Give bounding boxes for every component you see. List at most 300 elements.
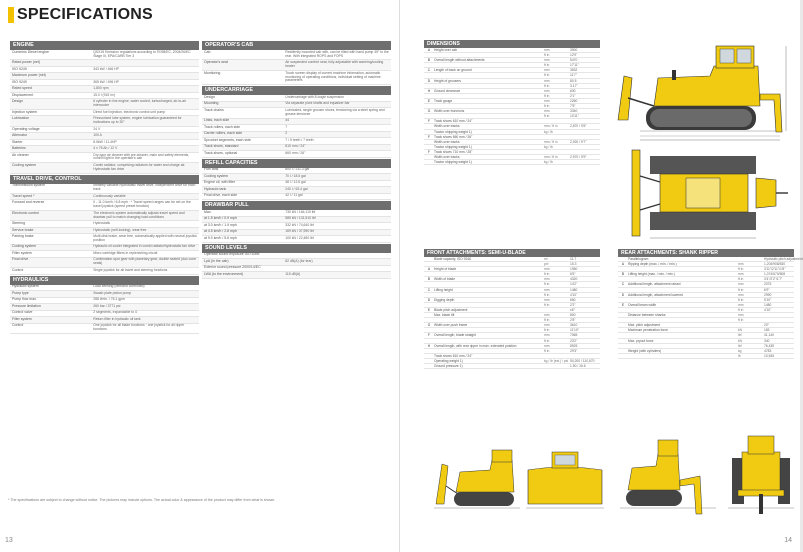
spec-label: Cooling system (12, 162, 36, 167)
dimension-value: 1950 (570, 267, 578, 272)
dimension-letter (424, 63, 434, 67)
dimension-label: Tractor shipping weight 1) (434, 144, 472, 149)
spec-rows (202, 253, 391, 279)
spec-label: at 4.5 km/h / 2.8 mph (204, 229, 237, 234)
dimension-unit: mm (544, 333, 550, 338)
dimension-label: Width over tracks (434, 154, 460, 159)
dimension-unit: ft in (544, 63, 550, 68)
dimension-letter (424, 364, 434, 368)
spec-value: Hydrostatic (self-locking), wear free (93, 227, 147, 232)
dimension-letter: A (427, 267, 431, 272)
dimension-value (764, 318, 794, 322)
dimension-unit: mm (544, 68, 550, 73)
section-header: DRAWBAR PULL (202, 201, 391, 210)
spec-value: Touch screen display of current machine information, automatic monitoring of operating conditions, individual setting of machine parameters (285, 70, 381, 83)
spec-label: Batteries (12, 146, 26, 151)
spec-value: Via separate pivot shafts and equalizer bar (285, 101, 350, 106)
dimension-letter (618, 288, 628, 292)
dimension-unit: kg / lb (544, 144, 553, 149)
dimension-label: Max. blade tilt (434, 313, 455, 318)
dimension-value: 800 (570, 313, 576, 318)
spec-value: 800 l / 211.3 gal (285, 167, 310, 172)
dimension-label: Width over tracks (434, 139, 460, 144)
spec-label: Electronic control (12, 210, 39, 215)
spec-value: Load sensing (demand controlled) (93, 284, 145, 289)
dimension-label (434, 63, 544, 67)
spec-value: Infinitely variable hydrostatic travel drive, independent drive for each track (93, 183, 196, 192)
dimension-value: 2075 (764, 282, 772, 287)
dimension-letter (424, 313, 434, 317)
spec-value: 660 mm / 26" (285, 150, 306, 155)
spec-value: Hydrostatic (93, 221, 111, 226)
dimension-unit: ft in (544, 104, 550, 109)
spec-label: at 9.0 km/h / 5.6 mph (204, 235, 237, 240)
dimension-unit: ft in (738, 287, 744, 292)
dimension-letter: E (427, 307, 431, 312)
dimension-unit: mm (544, 277, 550, 282)
spec-label: Cooling system (204, 173, 228, 178)
dimension-label: Weight (with cylinders) (628, 348, 662, 353)
spec-label: Operator sound exposure ISO 6396 (204, 252, 260, 257)
dimension-value: 650 (570, 297, 576, 302)
spec-value: Return filter in hydraulic oil tank (93, 316, 141, 321)
spec-rows (202, 210, 391, 243)
dimension-unit: ft in (544, 73, 550, 78)
spec-value: 6 cylinder in line engine, water cooled, turbocharged, air-to-air intercooler (93, 99, 187, 108)
dimension-letter (424, 349, 434, 353)
dimension-label (434, 272, 544, 276)
dimension-unit: ft in (738, 277, 744, 282)
dimension-value: 15.3 (570, 262, 577, 267)
dimension-value: 3'11"/2'11"/1'8" (764, 267, 786, 272)
spec-value: 15.0 l (915 in³) (93, 92, 116, 97)
dimension-unit: mm (544, 48, 550, 52)
dimension-letter: H (427, 88, 431, 93)
dimension-value: 340 (764, 338, 770, 343)
dimension-unit: mm (544, 78, 550, 83)
dimension-label (434, 318, 544, 322)
dimension-value: 2,970 / 9'9" (570, 154, 587, 159)
dimension-letter (424, 318, 434, 322)
spec-value: 24 V (93, 126, 101, 131)
section-header: FRONT ATTACHMENTS: SEMI-U-BLADE (424, 249, 600, 257)
spec-label: Control (12, 267, 24, 272)
spec-row (202, 194, 391, 201)
dimension-unit (544, 119, 570, 123)
dimension-unit (738, 257, 764, 261)
dimension-label: Operating weight 1) (434, 358, 463, 363)
dimension-label: Lifting height (434, 287, 453, 292)
spec-label: ISO 9249 (12, 79, 27, 84)
dimension-letter (424, 282, 434, 286)
dimension-value: 630 (570, 88, 576, 93)
dimension-letter (618, 344, 628, 348)
spec-label: Hydraulic tank (204, 186, 227, 191)
dimension-letter: C (621, 282, 625, 287)
dimension-letter (424, 94, 434, 98)
dimension-label: Height of blade (434, 267, 457, 272)
dimension-value: 5470 (570, 58, 578, 63)
spec-label: Filter system (12, 250, 32, 255)
dimension-row (618, 354, 794, 359)
dimension-label (434, 349, 544, 353)
spec-row (10, 116, 199, 126)
section-header: REAR ATTACHMENTS: SHANK RIPPER (618, 249, 794, 257)
dimension-unit (544, 135, 570, 139)
dimension-unit: kN (738, 328, 743, 333)
dimension-letter (424, 160, 434, 164)
spec-value: 7 / 5 teeth / 7 teeth (285, 137, 314, 142)
dimension-value: 2'2" (570, 302, 576, 307)
spec-row (202, 50, 391, 60)
dimension-letter (424, 257, 434, 261)
spec-value: 169 kN / 37,990 lbf (285, 229, 314, 234)
dimension-unit: ft in (738, 267, 744, 272)
spec-label: Forward and reverse (12, 200, 45, 205)
dimension-letter (618, 354, 628, 358)
dimension-unit: ft in (544, 83, 550, 88)
page-number-left: 13 (5, 537, 13, 544)
spec-label: Filter system (12, 316, 32, 321)
dimension-unit (544, 354, 570, 358)
section-header: ENGINE (10, 41, 199, 50)
rear-ripper-rear-drawing (726, 428, 796, 518)
dimension-value: 2260 (570, 98, 578, 103)
dimension-label (434, 73, 544, 77)
dimension-unit: mm (738, 272, 744, 277)
spec-label: Rated power (net) (12, 60, 41, 65)
spec-label: Mounting (204, 101, 219, 106)
spec-label: Exterior sound pressure 2000/14/EC (204, 265, 261, 270)
dimension-unit: ft in (544, 348, 550, 353)
spec-rows (202, 168, 391, 201)
spec-row (10, 211, 199, 221)
spec-label: Carrier rollers, each side (204, 131, 243, 136)
spec-label: Cooling system (12, 244, 36, 249)
dimension-unit: kg / lb (544, 160, 553, 165)
dimension-label: Track shoes 610 mm / 24" (434, 353, 473, 358)
dimension-label: Track shoes 660 mm / 26" (434, 134, 473, 139)
spec-row (202, 272, 391, 279)
dimension-label: Overall length without attachments (434, 58, 485, 63)
dimension-label (628, 318, 738, 322)
rear-attachments-table (618, 249, 803, 424)
dimension-label: Blade capacity, ISO 9246 (434, 257, 471, 261)
dimension-value: 29'3" (570, 348, 578, 353)
spec-rows (10, 50, 199, 174)
spec-value: 240 l / 63.4 gal (285, 186, 308, 191)
spec-label: Cummins Diesel engine (12, 49, 49, 54)
spec-label: Track chains (204, 107, 224, 112)
dimension-letter: C (427, 68, 431, 73)
dimension-letter (618, 339, 628, 343)
dozer-side-view-drawing (610, 36, 798, 144)
spec-label: Alternator (12, 133, 28, 138)
dimension-value (570, 145, 600, 149)
spec-row (10, 200, 199, 210)
spec-label: Control (12, 323, 24, 328)
spec-row (202, 151, 391, 158)
dimension-unit: lbf (738, 333, 742, 338)
spec-value: 100 A (93, 133, 102, 138)
dimension-value (570, 160, 600, 164)
dimension-letter (424, 272, 434, 276)
spec-row (10, 324, 199, 334)
spec-label: Final drive (12, 257, 29, 262)
dimension-unit: mm (738, 292, 744, 297)
dimension-value (764, 313, 794, 317)
front-blade-side-drawing (430, 446, 522, 516)
dimension-label (628, 267, 738, 271)
dimension-value: 1480 (764, 302, 772, 307)
spec-value: Continuously variable (93, 193, 126, 198)
spec-value: 100 kN / 22,480 lbf (285, 235, 314, 240)
dimension-value: 1,074/670/508 (764, 272, 786, 277)
dimension-value: 23'2" (570, 338, 578, 343)
dimension-letter (424, 124, 434, 128)
spec-value: 0 - 11.0 km/h / 6.8 mph · * Travel speed ranges can be set on the travel joystick (speed preset function) (93, 200, 191, 209)
section-header: TRAVEL DRIVE, CONTROL (10, 175, 199, 184)
dimension-unit: mm (544, 88, 550, 93)
spec-value: 48 l / 12.6 gal (285, 180, 306, 185)
dimension-letter: H (427, 343, 431, 348)
dimension-letter (424, 53, 434, 57)
dimension-value (570, 354, 600, 358)
spec-value: 4 x 75 Ah / 12 V (93, 146, 118, 151)
dimension-unit: ft in (544, 292, 550, 297)
spec-label: Max. (204, 209, 212, 214)
spec-value: Swash plate piston pump (93, 290, 132, 295)
spec-value: 82 dB(A) (for tear) (285, 258, 313, 263)
dimension-unit: ft in (738, 307, 744, 312)
dimension-letter (618, 349, 628, 353)
dimension-label: Blade pitch adjustment (434, 307, 468, 312)
dimension-label (434, 53, 544, 57)
spec-label: Links, each side (204, 118, 230, 123)
dimension-value: 3610 (570, 323, 578, 328)
dimension-value: 17'11" (570, 63, 579, 68)
dimension-unit: mm (544, 109, 550, 114)
dimension-value: 2'8" (570, 318, 576, 323)
spec-value: 2 segments, expandable to 4 (93, 310, 137, 315)
dimension-label: Distance between shanks (628, 313, 666, 318)
dimension-letter (618, 298, 628, 302)
dimensions-table (424, 40, 600, 246)
dimension-label (434, 84, 544, 88)
dozer-top-view-drawing (626, 146, 792, 242)
spec-label: Lubrication (12, 116, 30, 121)
spec-value: One joystick for all blade functions · one joystick for all ripper functions (93, 323, 185, 332)
dimension-label (434, 104, 544, 108)
dimension-value: 9'10" (764, 297, 772, 302)
dimension-letter (424, 104, 434, 108)
dimension-value: 7065 (570, 333, 578, 338)
spec-value: 332 kN / 74,640 lbf (285, 222, 314, 227)
spec-value: QSX15 Emission regulations according to 97/68/EC, 2004/26/EC Stage III, EPA/CARB Tier 3 (93, 49, 191, 58)
dimension-label: Parallelogram (628, 257, 649, 261)
dimension-label: Height over cab (434, 48, 458, 52)
dimension-unit: mm (544, 287, 550, 292)
dimension-value: Hydraulic pitch adjustment (764, 257, 803, 261)
spec-value: 365 kW / 496 HP (93, 79, 119, 84)
dimension-unit (544, 150, 570, 154)
spec-label: Track rollers, each side (204, 124, 241, 129)
spec-label: Pump type (12, 290, 29, 295)
spec-label: LpA (in the cab) (204, 258, 229, 263)
dimension-letter: D (427, 78, 431, 83)
dimension-value: 183 (764, 328, 770, 333)
dimension-value: 6'9" (764, 287, 770, 292)
dimension-label: Ground pressure 1) (434, 363, 463, 368)
dimension-value: 2,920 / 9'7" (570, 139, 587, 144)
dimension-label: Overall beam width (628, 302, 657, 307)
spec-value (91, 60, 199, 66)
dimension-value: 11'10" (570, 328, 579, 333)
dimension-letter (424, 354, 434, 358)
dimension-letter: D (621, 292, 625, 297)
dimension-letter: F (427, 149, 430, 154)
spec-label: Displacement (12, 92, 34, 97)
dimension-letter (618, 277, 628, 281)
dimension-unit (544, 308, 570, 312)
spec-value: 610 mm / 24" (285, 144, 306, 149)
dimension-unit: kg / lb (544, 129, 553, 134)
spec-value: 42 l / 11 gal (285, 193, 303, 198)
dimension-unit: ft in (544, 93, 550, 98)
dimension-label: Width over tracks (434, 124, 460, 129)
dimension-letter: F (427, 134, 430, 139)
dimension-label: Overall length, blade straight (434, 333, 476, 338)
spec-rows (202, 50, 391, 85)
spec-row (10, 50, 199, 60)
dimension-letter: G (427, 323, 431, 328)
dimension-letter: C (427, 287, 431, 292)
dimension-unit: mm (544, 267, 550, 272)
dimension-value (570, 135, 600, 139)
dimension-letter: B (621, 272, 625, 277)
dimension-unit: ft in (544, 338, 550, 343)
front-attachments-table (424, 249, 600, 444)
spec-value: Lubricated, single grouser shoes, tensioning via a steel spring and grease tensioner (285, 107, 385, 116)
dimension-unit: kN (738, 338, 743, 343)
dimension-unit: ft in (544, 53, 550, 58)
section-header: REFILL CAPACITIES (202, 159, 391, 168)
spec-label: Travel speed * (12, 193, 35, 198)
dimension-letter: F (427, 333, 430, 338)
page-number-right: 14 (784, 537, 792, 544)
spec-value: Dry-type air cleaner with pre-cleaner, main and safety elements, control light in the operator's cab (93, 152, 190, 161)
spec-label: at 3.0 km/h / 1.9 mph (204, 222, 237, 227)
spec-row (10, 153, 199, 163)
dimension-value: 3900 (570, 48, 578, 52)
spec-label: Air cleaner (12, 152, 29, 157)
spec-value: 115 dB(A) (285, 271, 301, 276)
dimension-label (434, 262, 544, 266)
dimension-value (570, 150, 600, 154)
spec-label: Parking brake (12, 234, 34, 239)
dimension-unit: mm (544, 313, 550, 318)
spec-value: 8.5kW / 11.4HP (93, 139, 117, 144)
dimension-unit: ft in (738, 297, 744, 302)
dimension-letter: E (621, 302, 625, 307)
dimension-unit: mm (544, 58, 550, 63)
dimension-unit: ft in (544, 302, 550, 307)
dimension-label: Ripping depth (max. / min. / min.) (628, 262, 677, 267)
spec-value (283, 266, 391, 272)
dimension-row (424, 364, 600, 369)
dimension-label (628, 298, 738, 302)
dimension-value: 50,200 / 110,670 (570, 358, 595, 363)
dimension-letter (424, 130, 434, 134)
spec-label: at 1.5 km/h / 0.9 mph (204, 216, 237, 221)
dimension-label (628, 288, 738, 292)
spec-value: Micro cartridge filters in replenishing circuit (93, 250, 158, 255)
dimension-letter: A (427, 48, 431, 52)
spec-label: Steering (12, 221, 26, 226)
dimension-label (628, 308, 738, 312)
dimension-label: Additional length, attachment lowered (628, 292, 683, 297)
footnote: * The specifications are subject to change without notice. The pictures may include options. The actual color & appearance of the product may differ from what is shown. (8, 498, 276, 502)
dimension-label (628, 344, 738, 348)
spec-label: Design (12, 99, 23, 104)
spec-value: The electronic system automatically adjusts travel speed and drawbar pull to match changing load conditions (93, 210, 185, 219)
dimension-label: Length of track on ground (434, 68, 472, 73)
dimension-unit: mm / ft in (544, 139, 558, 144)
dimension-unit: mm (544, 297, 550, 302)
spec-value: 1,800 rpm (93, 86, 109, 91)
dimension-label: Width over push frame (434, 323, 468, 328)
dimension-unit: mm (544, 323, 550, 328)
spec-row (10, 99, 199, 109)
spec-value: 730 kN / 164,110 lbf (285, 209, 316, 214)
dimension-value: 3'4"/2'2"/1'7" (764, 277, 783, 282)
page-title: SPECIFICATIONS (17, 6, 153, 23)
spec-value: 343 kW / 466 HP (93, 66, 119, 71)
spec-label: Final drive, each side (204, 193, 238, 198)
spec-label: Track shoes, optional (204, 150, 238, 155)
spec-label: Transmission system (12, 183, 45, 188)
dimension-unit: ft in (544, 114, 550, 119)
dimension-unit: kg / lb (est.) / psi (544, 358, 569, 363)
spec-label: Hydraulic system (12, 284, 39, 289)
dimension-row (424, 160, 600, 165)
dimension-value: 8925 (570, 343, 578, 348)
dimension-letter (424, 155, 434, 159)
dimension-letter (618, 313, 628, 317)
section-header: SOUND LEVELS (202, 244, 391, 253)
spec-value: Resiliently mounted cab with, can be tilted with hand pump 45° to the rear. With integrated ROPS and FOPS (285, 49, 389, 58)
spec-row (202, 60, 391, 70)
dimension-label: Width over trunnions (434, 109, 465, 114)
spec-value: Multi-disk brake, wear free, automatically applied with neutral joystick position (93, 234, 197, 242)
dimension-unit: ft in (738, 318, 744, 323)
dimension-value (570, 130, 600, 134)
dimension-unit: lb (738, 353, 741, 358)
dimension-letter (424, 339, 434, 343)
dimension-unit: ft in (544, 282, 550, 287)
dimension-value: 7'5" (570, 104, 576, 109)
spec-value: Combination spur gear with planetary gear, double sealed (duo cone seals) (93, 257, 196, 266)
spec-value (283, 253, 391, 259)
title-accent-bar (8, 7, 14, 23)
spec-value: 585 kN / 131,510 lbf (285, 216, 316, 221)
spec-rows (10, 184, 199, 275)
spec-value: 44 (285, 118, 290, 123)
spec-row (10, 268, 199, 275)
dimension-value (570, 119, 600, 123)
dimension-value: 1,204/908/530 (764, 262, 786, 267)
dimension-value: 2990 (764, 292, 772, 297)
